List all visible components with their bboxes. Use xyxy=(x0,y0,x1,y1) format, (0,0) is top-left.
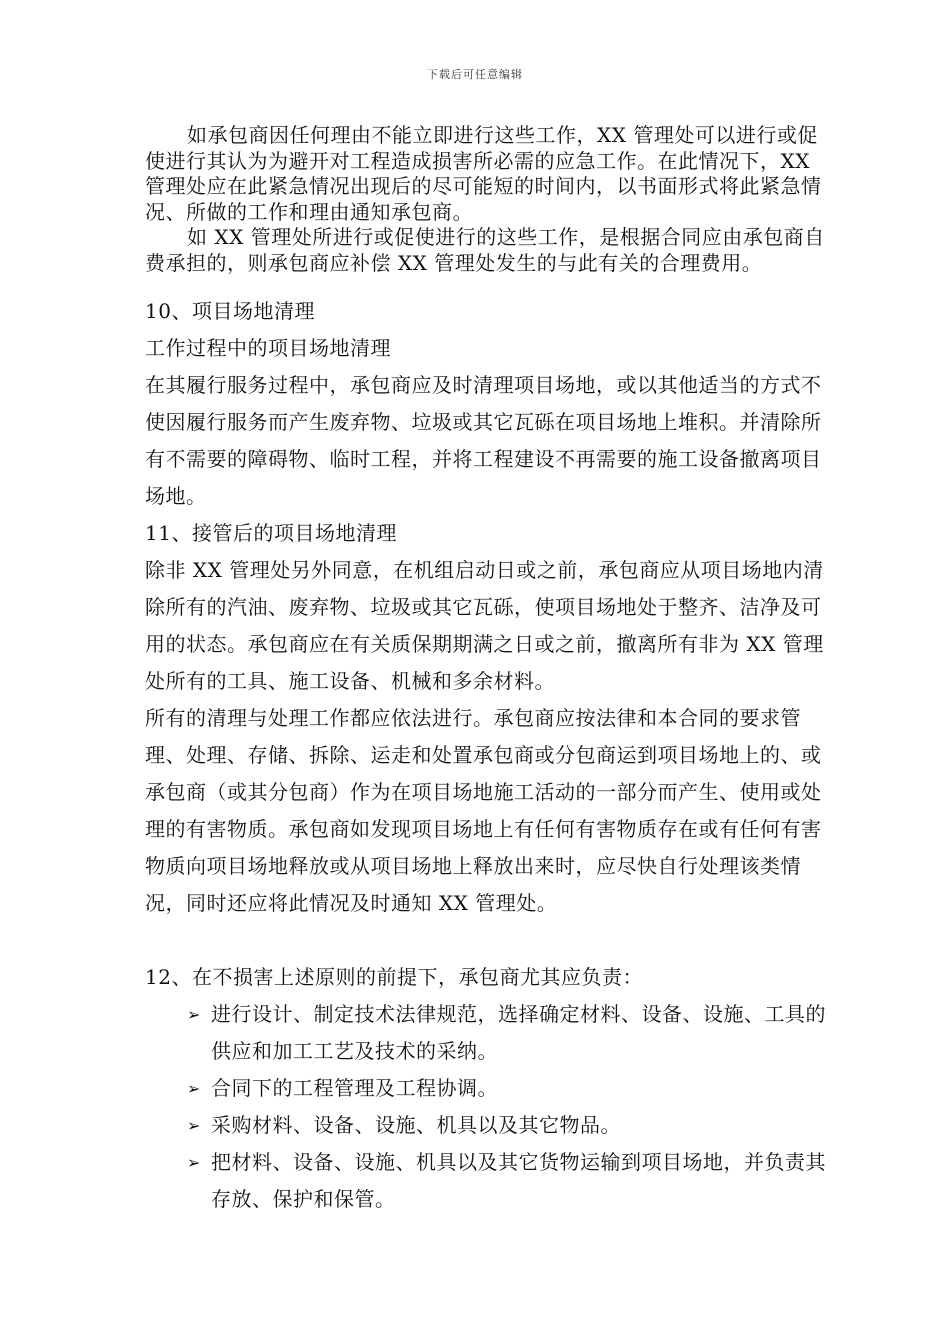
responsibility-list xyxy=(187,996,837,1218)
list-item xyxy=(187,1070,837,1107)
list-item xyxy=(187,1107,837,1144)
list-item-text: 采购材料、设备、设施、机具以及其它物品。 xyxy=(211,1113,621,1137)
section-heading-10: 10、项目场地清理 xyxy=(145,299,315,323)
section-heading-12: 12、在不损害上述原则的前提下，承包商尤其应负责： xyxy=(145,965,643,989)
list-item xyxy=(187,996,837,1070)
paragraph-site-clearing: 在其履行服务过程中，承包商应及时清理项目场地，或以其他适当的方式不使因履行服务而产生废弃物、垃圾或其它瓦砾在项目场地上堆积。并清除所有不需要的障碍物、临时工程，并将工程建设不再需要的施工设备撤离项目场地。 xyxy=(145,373,822,508)
subheading-10: 工作过程中的项目场地清理 xyxy=(145,336,391,360)
arrow-bullet-icon: ➢ xyxy=(187,1153,201,1172)
paragraph-emergency-work: 如承包商因任何理由不能立即进行这些工作，XX 管理处可以进行或促使进行其认为为避开对工程造成损害所必需的应急工作。在此情况下，XX 管理处应在此紧急情况出现后的尽可能短的时间内，以书面形式将此紧急情况、所做的工作和理由通知承包商。 xyxy=(145,123,822,224)
list-item-text: 进行设计、制定技术法律规范，选择确定材料、设备、设施、工具的供应和加工工艺及技术的采纳。 xyxy=(211,1002,826,1063)
paragraph-cost-compensation: 如 XX 管理处所进行或促使进行的这些工作，是根据合同应由承包商自费承担的，则承包商应补偿 XX 管理处发生的与此有关的合理费用。 xyxy=(145,225,825,275)
paragraph-hazardous-materials: 所有的清理与处理工作都应依法进行。承包商应按法律和本合同的要求管理、处理、存储、拆除、运走和处置承包商或分包商运到项目场地上的、或承包商（或其分包商）作为在项目场地施工活动的一部分而产生、使用或处理的有害物质。承包商如发现项目场地上有任何有害物质存在或有任何有害物质向项目场地释放或从项目场地上释放出来时，应尽快自行处理该类情况，同时还应将此情况及时通知 XX 管理处。 xyxy=(145,706,822,915)
list-item-text: 把材料、设备、设施、机具以及其它货物运输到项目场地，并负责其存放、保护和保管。 xyxy=(211,1150,826,1211)
arrow-bullet-icon: ➢ xyxy=(187,1116,201,1135)
arrow-bullet-icon: ➢ xyxy=(187,1079,201,1098)
paragraph-post-takeover-clearing: 除非 XX 管理处另外同意，在机组启动日或之前，承包商应从项目场地内清除所有的汽油、废弃物、垃圾或其它瓦砾，使项目场地处于整齐、洁净及可用的状态。承包商应在有关质保期期满之日或之前，撤离所有非为 XX 管理处所有的工具、施工设备、机械和多余材料。 xyxy=(145,558,824,693)
list-item xyxy=(187,1144,837,1218)
list-item-text: 合同下的工程管理及工程协调。 xyxy=(211,1076,498,1100)
arrow-bullet-icon: ➢ xyxy=(187,1005,201,1024)
section-heading-11: 11、接管后的项目场地清理 xyxy=(145,521,397,545)
header-note: 下载后可任意编辑 xyxy=(427,68,523,81)
